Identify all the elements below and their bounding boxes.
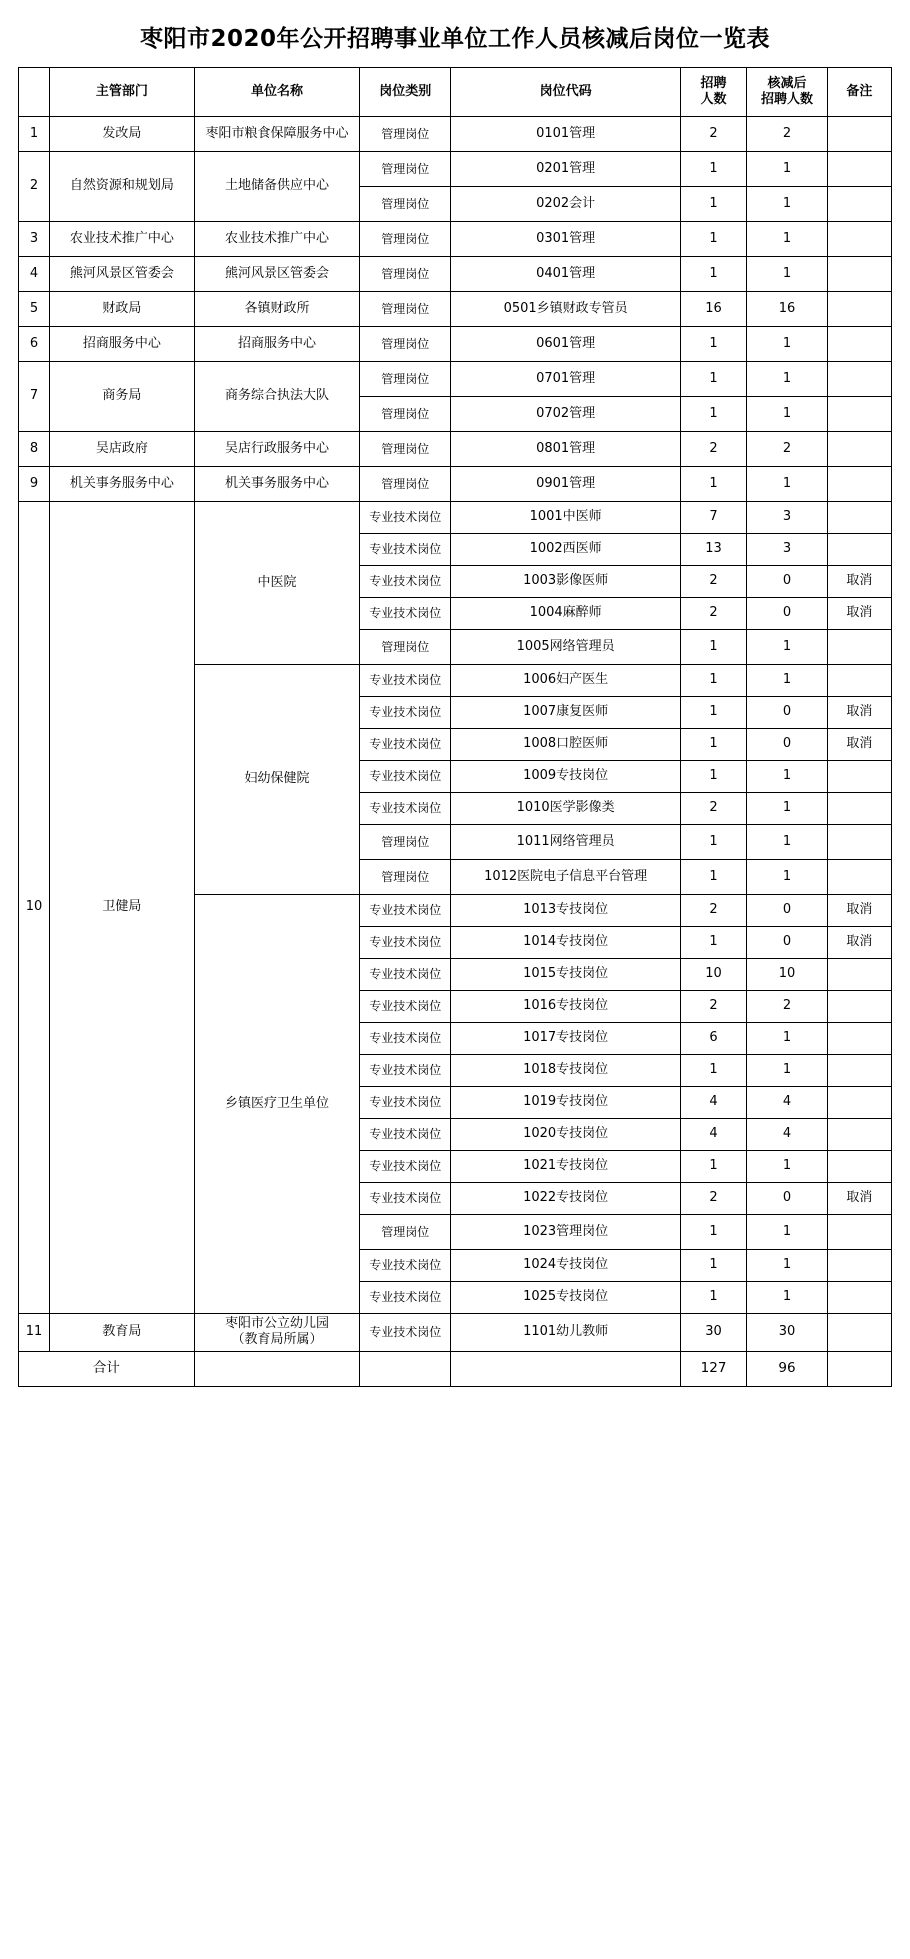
cell-code: 0701管理 bbox=[451, 362, 681, 397]
cell-adjusted-count: 0 bbox=[747, 895, 828, 927]
table-row bbox=[19, 467, 892, 502]
cell-note bbox=[827, 292, 891, 327]
cell-note bbox=[827, 860, 891, 895]
cell-category: 专业技术岗位 bbox=[360, 665, 451, 697]
cell-adjusted-count: 2 bbox=[747, 991, 828, 1023]
cell-code: 1004麻醉师 bbox=[451, 598, 681, 630]
cell-code: 1022专技岗位 bbox=[451, 1183, 681, 1215]
cell-adjusted-count: 1 bbox=[747, 630, 828, 665]
cell-code: 1006妇产医生 bbox=[451, 665, 681, 697]
cell-planned-count: 2 bbox=[680, 117, 746, 152]
cell-planned-count: 2 bbox=[680, 895, 746, 927]
header-code: 岗位代码 bbox=[451, 68, 681, 117]
cell-adjusted-count: 1 bbox=[747, 152, 828, 187]
header-adjusted bbox=[747, 68, 828, 117]
cell-adjusted-count: 1 bbox=[747, 665, 828, 697]
cell-planned-count: 1 bbox=[680, 397, 746, 432]
header-index bbox=[19, 68, 50, 117]
cell-code: 1024专技岗位 bbox=[451, 1250, 681, 1282]
cell-adjusted-count: 0 bbox=[747, 598, 828, 630]
row-index: 3 bbox=[19, 222, 50, 257]
cell-note bbox=[827, 502, 891, 534]
cell-adjusted-count: 1 bbox=[747, 1023, 828, 1055]
cell-planned-count: 1 bbox=[680, 825, 746, 860]
cell-planned-count: 1 bbox=[680, 362, 746, 397]
cell-adjusted-count: 16 bbox=[747, 292, 828, 327]
cell-dept: 发改局 bbox=[50, 117, 195, 152]
cell-category: 专业技术岗位 bbox=[360, 566, 451, 598]
cell-code: 1019专技岗位 bbox=[451, 1087, 681, 1119]
cell-code: 1011网络管理员 bbox=[451, 825, 681, 860]
cell-unit-line1: 枣阳市公立幼儿园 bbox=[225, 1316, 330, 1331]
cell-planned-count: 1 bbox=[680, 222, 746, 257]
cell-note bbox=[827, 362, 891, 397]
cell-adjusted-count: 4 bbox=[747, 1119, 828, 1151]
cell-note bbox=[827, 152, 891, 187]
cell-note: 取消 bbox=[827, 895, 891, 927]
cell-category: 管理岗位 bbox=[360, 1215, 451, 1250]
cell-code: 1002西医师 bbox=[451, 534, 681, 566]
cell-category: 专业技术岗位 bbox=[360, 1282, 451, 1314]
cell-category: 管理岗位 bbox=[360, 362, 451, 397]
cell-adjusted-count: 1 bbox=[747, 761, 828, 793]
cell-adjusted-count: 1 bbox=[747, 327, 828, 362]
cell-dept: 熊河风景区管委会 bbox=[50, 257, 195, 292]
cell-unit: 乡镇医疗卫生单位 bbox=[194, 895, 359, 1314]
total-empty-unit bbox=[194, 1351, 359, 1386]
table-row bbox=[19, 362, 892, 397]
cell-code: 1017专技岗位 bbox=[451, 1023, 681, 1055]
cell-adjusted-count: 0 bbox=[747, 697, 828, 729]
cell-unit: 枣阳市粮食保障服务中心 bbox=[194, 117, 359, 152]
cell-planned-count: 2 bbox=[680, 566, 746, 598]
cell-unit: 招商服务中心 bbox=[194, 327, 359, 362]
table-row bbox=[19, 152, 892, 187]
cell-unit: 熊河风景区管委会 bbox=[194, 257, 359, 292]
cell-adjusted-count: 30 bbox=[747, 1314, 828, 1352]
cell-planned-count: 1 bbox=[680, 1282, 746, 1314]
cell-adjusted-count: 0 bbox=[747, 1183, 828, 1215]
cell-code: 1012医院电子信息平台管理 bbox=[451, 860, 681, 895]
cell-code: 1101幼儿教师 bbox=[451, 1314, 681, 1352]
cell-unit: 土地储备供应中心 bbox=[194, 152, 359, 222]
cell-planned-count: 1 bbox=[680, 152, 746, 187]
jobs-table bbox=[18, 67, 892, 1387]
header-row bbox=[19, 68, 892, 117]
table-row bbox=[19, 257, 892, 292]
cell-code: 1025专技岗位 bbox=[451, 1282, 681, 1314]
cell-planned-count: 6 bbox=[680, 1023, 746, 1055]
cell-note: 取消 bbox=[827, 729, 891, 761]
cell-adjusted-count: 1 bbox=[747, 1055, 828, 1087]
cell-unit-line2: （教育局所属） bbox=[231, 1332, 323, 1348]
cell-category: 专业技术岗位 bbox=[360, 1023, 451, 1055]
cell-category: 管理岗位 bbox=[360, 117, 451, 152]
cell-adjusted-count: 3 bbox=[747, 534, 828, 566]
cell-planned-count: 1 bbox=[680, 187, 746, 222]
cell-code: 1010医学影像类 bbox=[451, 793, 681, 825]
cell-note: 取消 bbox=[827, 697, 891, 729]
cell-adjusted-count: 1 bbox=[747, 187, 828, 222]
cell-adjusted-count: 1 bbox=[747, 860, 828, 895]
row-index: 7 bbox=[19, 362, 50, 432]
cell-note bbox=[827, 327, 891, 362]
cell-note: 取消 bbox=[827, 1183, 891, 1215]
row-index: 1 bbox=[19, 117, 50, 152]
cell-adjusted-count: 1 bbox=[747, 467, 828, 502]
cell-code: 0301管理 bbox=[451, 222, 681, 257]
cell-planned-count: 1 bbox=[680, 630, 746, 665]
table-row bbox=[19, 292, 892, 327]
total-adjusted-count: 96 bbox=[747, 1351, 828, 1386]
cell-planned-count: 2 bbox=[680, 598, 746, 630]
cell-unit: 各镇财政所 bbox=[194, 292, 359, 327]
header-note: 备注 bbox=[827, 68, 891, 117]
cell-code: 1021专技岗位 bbox=[451, 1151, 681, 1183]
cell-category: 专业技术岗位 bbox=[360, 1087, 451, 1119]
header-planned-line1: 招聘 bbox=[700, 75, 727, 91]
cell-dept: 商务局 bbox=[50, 362, 195, 432]
cell-note bbox=[827, 117, 891, 152]
cell-planned-count: 1 bbox=[680, 860, 746, 895]
cell-code: 0801管理 bbox=[451, 432, 681, 467]
cell-planned-count: 10 bbox=[680, 959, 746, 991]
cell-category: 专业技术岗位 bbox=[360, 761, 451, 793]
cell-adjusted-count: 1 bbox=[747, 397, 828, 432]
cell-category: 管理岗位 bbox=[360, 825, 451, 860]
cell-unit: 机关事务服务中心 bbox=[194, 467, 359, 502]
cell-code: 0501乡镇财政专管员 bbox=[451, 292, 681, 327]
cell-planned-count: 1 bbox=[680, 1151, 746, 1183]
cell-note bbox=[827, 793, 891, 825]
cell-category: 专业技术岗位 bbox=[360, 1314, 451, 1352]
cell-note bbox=[827, 959, 891, 991]
cell-note bbox=[827, 397, 891, 432]
cell-category: 管理岗位 bbox=[360, 187, 451, 222]
cell-code: 1001中医师 bbox=[451, 502, 681, 534]
cell-note bbox=[827, 1250, 891, 1282]
cell-note bbox=[827, 1215, 891, 1250]
cell-planned-count: 4 bbox=[680, 1119, 746, 1151]
cell-adjusted-count: 10 bbox=[747, 959, 828, 991]
cell-code: 1016专技岗位 bbox=[451, 991, 681, 1023]
cell-adjusted-count: 0 bbox=[747, 729, 828, 761]
cell-note bbox=[827, 187, 891, 222]
cell-adjusted-count: 1 bbox=[747, 1215, 828, 1250]
total-row bbox=[19, 1351, 892, 1386]
cell-planned-count: 1 bbox=[680, 257, 746, 292]
cell-note bbox=[827, 1151, 891, 1183]
total-note bbox=[827, 1351, 891, 1386]
cell-note bbox=[827, 534, 891, 566]
cell-note bbox=[827, 630, 891, 665]
table-row bbox=[19, 1314, 892, 1352]
cell-note bbox=[827, 1314, 891, 1352]
cell-planned-count: 1 bbox=[680, 927, 746, 959]
cell-adjusted-count: 1 bbox=[747, 257, 828, 292]
cell-planned-count: 13 bbox=[680, 534, 746, 566]
cell-planned-count: 1 bbox=[680, 467, 746, 502]
cell-note bbox=[827, 222, 891, 257]
cell-note bbox=[827, 1055, 891, 1087]
cell-category: 管理岗位 bbox=[360, 292, 451, 327]
cell-adjusted-count: 1 bbox=[747, 1250, 828, 1282]
cell-category: 专业技术岗位 bbox=[360, 502, 451, 534]
cell-planned-count: 1 bbox=[680, 1215, 746, 1250]
header-planned bbox=[680, 68, 746, 117]
cell-category: 管理岗位 bbox=[360, 860, 451, 895]
cell-planned-count: 2 bbox=[680, 991, 746, 1023]
total-empty-code bbox=[451, 1351, 681, 1386]
cell-code: 0702管理 bbox=[451, 397, 681, 432]
cell-category: 专业技术岗位 bbox=[360, 1151, 451, 1183]
cell-category: 专业技术岗位 bbox=[360, 927, 451, 959]
cell-code: 1020专技岗位 bbox=[451, 1119, 681, 1151]
cell-code: 0201管理 bbox=[451, 152, 681, 187]
cell-category: 专业技术岗位 bbox=[360, 729, 451, 761]
cell-category: 管理岗位 bbox=[360, 222, 451, 257]
cell-planned-count: 2 bbox=[680, 432, 746, 467]
cell-planned-count: 7 bbox=[680, 502, 746, 534]
table-row bbox=[19, 222, 892, 257]
cell-planned-count: 16 bbox=[680, 292, 746, 327]
cell-category: 专业技术岗位 bbox=[360, 895, 451, 927]
cell-category: 专业技术岗位 bbox=[360, 598, 451, 630]
cell-category: 专业技术岗位 bbox=[360, 697, 451, 729]
cell-planned-count: 1 bbox=[680, 1250, 746, 1282]
cell-code: 0101管理 bbox=[451, 117, 681, 152]
cell-code: 0901管理 bbox=[451, 467, 681, 502]
row-index: 2 bbox=[19, 152, 50, 222]
cell-adjusted-count: 2 bbox=[747, 117, 828, 152]
cell-category: 管理岗位 bbox=[360, 327, 451, 362]
table-row bbox=[19, 432, 892, 467]
cell-dept: 自然资源和规划局 bbox=[50, 152, 195, 222]
cell-planned-count: 1 bbox=[680, 1055, 746, 1087]
header-planned-line2: 人数 bbox=[700, 92, 727, 107]
cell-planned-count: 2 bbox=[680, 793, 746, 825]
cell-note bbox=[827, 432, 891, 467]
cell-category: 管理岗位 bbox=[360, 257, 451, 292]
cell-code: 1008口腔医师 bbox=[451, 729, 681, 761]
table-row bbox=[19, 327, 892, 362]
header-unit: 单位名称 bbox=[194, 68, 359, 117]
cell-adjusted-count: 1 bbox=[747, 362, 828, 397]
cell-adjusted-count: 0 bbox=[747, 927, 828, 959]
cell-code: 0202会计 bbox=[451, 187, 681, 222]
cell-category: 专业技术岗位 bbox=[360, 1183, 451, 1215]
cell-code: 0601管理 bbox=[451, 327, 681, 362]
cell-adjusted-count: 3 bbox=[747, 502, 828, 534]
cell-category: 专业技术岗位 bbox=[360, 793, 451, 825]
cell-planned-count: 1 bbox=[680, 327, 746, 362]
cell-adjusted-count: 1 bbox=[747, 793, 828, 825]
cell-category: 管理岗位 bbox=[360, 397, 451, 432]
cell-category: 管理岗位 bbox=[360, 467, 451, 502]
cell-dept: 机关事务服务中心 bbox=[50, 467, 195, 502]
cell-category: 专业技术岗位 bbox=[360, 1055, 451, 1087]
cell-adjusted-count: 1 bbox=[747, 1151, 828, 1183]
cell-planned-count: 1 bbox=[680, 665, 746, 697]
cell-category: 专业技术岗位 bbox=[360, 991, 451, 1023]
cell-dept: 卫健局 bbox=[50, 502, 195, 1314]
cell-dept: 农业技术推广中心 bbox=[50, 222, 195, 257]
row-index: 11 bbox=[19, 1314, 50, 1352]
cell-code: 1014专技岗位 bbox=[451, 927, 681, 959]
table-row bbox=[19, 502, 892, 534]
page-title: 枣阳市2020年公开招聘事业单位工作人员核减后岗位一览表 bbox=[139, 26, 770, 52]
cell-code: 1015专技岗位 bbox=[451, 959, 681, 991]
cell-code: 1003影像医师 bbox=[451, 566, 681, 598]
row-index: 4 bbox=[19, 257, 50, 292]
cell-planned-count: 4 bbox=[680, 1087, 746, 1119]
total-label: 合计 bbox=[19, 1351, 195, 1386]
table-body bbox=[19, 117, 892, 1387]
cell-category: 专业技术岗位 bbox=[360, 959, 451, 991]
cell-planned-count: 1 bbox=[680, 761, 746, 793]
cell-note bbox=[827, 1023, 891, 1055]
cell-code: 1018专技岗位 bbox=[451, 1055, 681, 1087]
cell-planned-count: 30 bbox=[680, 1314, 746, 1352]
cell-note bbox=[827, 467, 891, 502]
row-index: 10 bbox=[19, 502, 50, 1314]
cell-category: 专业技术岗位 bbox=[360, 534, 451, 566]
cell-category: 管理岗位 bbox=[360, 630, 451, 665]
cell-code: 0401管理 bbox=[451, 257, 681, 292]
cell-note: 取消 bbox=[827, 566, 891, 598]
cell-dept: 教育局 bbox=[50, 1314, 195, 1352]
cell-code: 1009专技岗位 bbox=[451, 761, 681, 793]
cell-dept: 吴店政府 bbox=[50, 432, 195, 467]
cell-unit: 吴店行政服务中心 bbox=[194, 432, 359, 467]
total-empty-category bbox=[360, 1351, 451, 1386]
cell-adjusted-count: 2 bbox=[747, 432, 828, 467]
cell-planned-count: 1 bbox=[680, 697, 746, 729]
cell-unit: 农业技术推广中心 bbox=[194, 222, 359, 257]
cell-note bbox=[827, 761, 891, 793]
cell-category: 管理岗位 bbox=[360, 432, 451, 467]
table-header bbox=[19, 68, 892, 117]
row-index: 9 bbox=[19, 467, 50, 502]
total-planned-count: 127 bbox=[680, 1351, 746, 1386]
cell-note bbox=[827, 825, 891, 860]
cell-adjusted-count: 1 bbox=[747, 1282, 828, 1314]
cell-note bbox=[827, 665, 891, 697]
row-index: 8 bbox=[19, 432, 50, 467]
row-index: 5 bbox=[19, 292, 50, 327]
cell-adjusted-count: 1 bbox=[747, 825, 828, 860]
cell-category: 专业技术岗位 bbox=[360, 1250, 451, 1282]
cell-adjusted-count: 0 bbox=[747, 566, 828, 598]
cell-note bbox=[827, 1119, 891, 1151]
cell-unit bbox=[194, 1314, 359, 1352]
cell-planned-count: 2 bbox=[680, 1183, 746, 1215]
cell-note bbox=[827, 1087, 891, 1119]
header-adjusted-line2: 招聘人数 bbox=[760, 92, 813, 107]
cell-code: 1005网络管理员 bbox=[451, 630, 681, 665]
cell-note bbox=[827, 257, 891, 292]
header-dept: 主管部门 bbox=[50, 68, 195, 117]
cell-dept: 财政局 bbox=[50, 292, 195, 327]
header-category: 岗位类别 bbox=[360, 68, 451, 117]
cell-note bbox=[827, 991, 891, 1023]
cell-planned-count: 1 bbox=[680, 729, 746, 761]
cell-unit: 妇幼保健院 bbox=[194, 665, 359, 895]
cell-code: 1023管理岗位 bbox=[451, 1215, 681, 1250]
cell-code: 1013专技岗位 bbox=[451, 895, 681, 927]
header-adjusted-line1: 核减后 bbox=[767, 75, 807, 91]
cell-unit: 中医院 bbox=[194, 502, 359, 665]
cell-dept: 招商服务中心 bbox=[50, 327, 195, 362]
cell-code: 1007康复医师 bbox=[451, 697, 681, 729]
cell-note: 取消 bbox=[827, 598, 891, 630]
cell-note bbox=[827, 1282, 891, 1314]
cell-category: 专业技术岗位 bbox=[360, 1119, 451, 1151]
cell-adjusted-count: 4 bbox=[747, 1087, 828, 1119]
cell-unit: 商务综合执法大队 bbox=[194, 362, 359, 432]
cell-category: 管理岗位 bbox=[360, 152, 451, 187]
row-index: 6 bbox=[19, 327, 50, 362]
table-row bbox=[19, 117, 892, 152]
cell-note: 取消 bbox=[827, 927, 891, 959]
cell-adjusted-count: 1 bbox=[747, 222, 828, 257]
